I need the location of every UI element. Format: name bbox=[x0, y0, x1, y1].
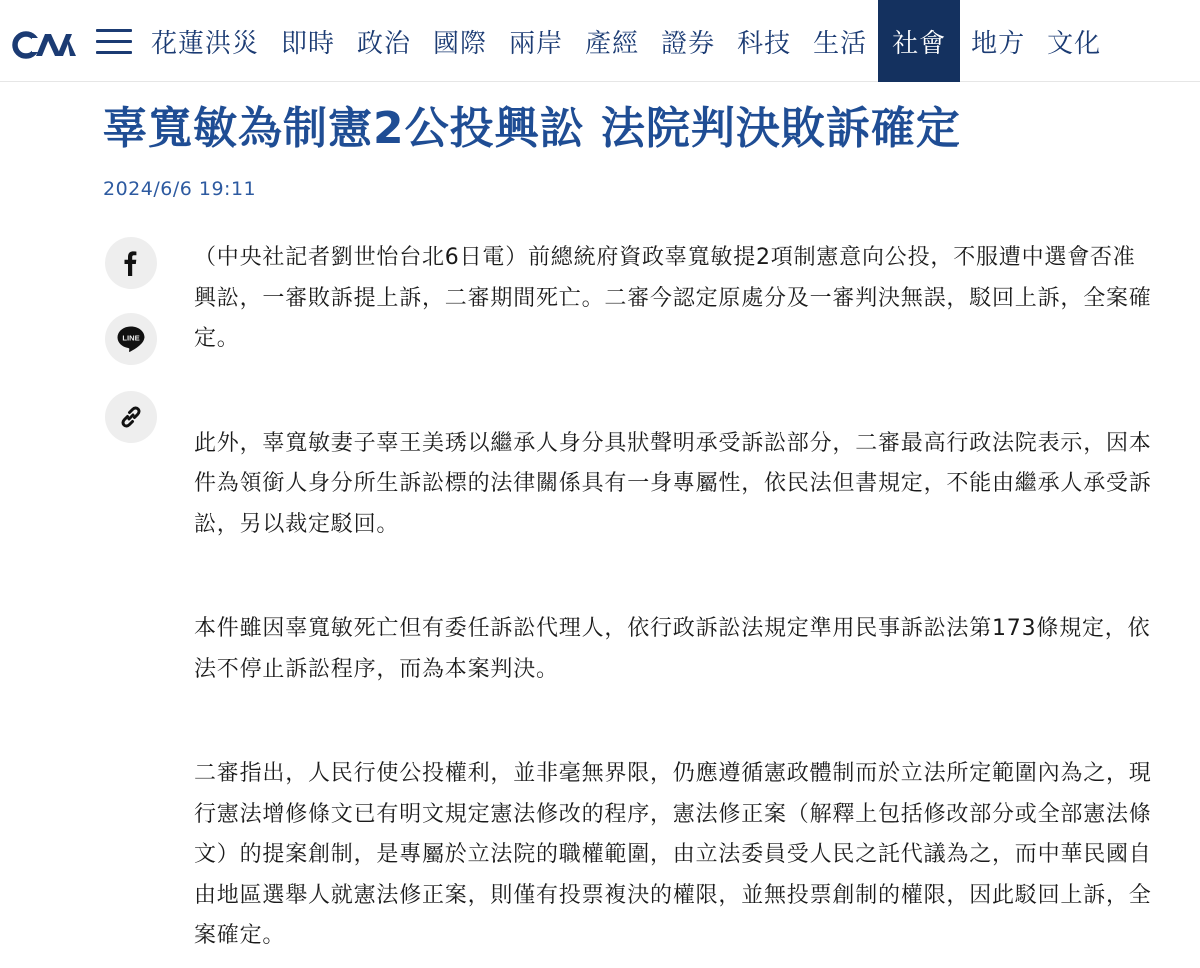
nav-item-international[interactable]: 國際 bbox=[433, 28, 488, 59]
article-paragraph: 此外，辜寬敏妻子辜王美琇以繼承人身分具狀聲明承受訴訟部分，二審最高行政法院表示，因本件為領銜人身分所生訴訟標的法律關係具有一身專屬性，依民法但書規定，不能由繼承人承受訴訟，另以裁定駁回。 bbox=[194, 430, 1152, 537]
top-navigation bbox=[0, 0, 1200, 82]
cna-logo[interactable] bbox=[12, 28, 78, 60]
svg-text:LINE: LINE bbox=[122, 333, 140, 343]
nav-item-breaking[interactable]: 即時 bbox=[281, 28, 336, 59]
nav-item-stocks[interactable]: 證券 bbox=[661, 28, 716, 59]
nav-item-lifestyle[interactable]: 生活 bbox=[813, 28, 868, 59]
article-paragraph: 本件雖因辜寬敏死亡但有委任訴訟代理人，依行政訴訟法規定準用民事訴訟法第173條規定，依法不停止訴訟程序，而為本案判決。 bbox=[194, 616, 1151, 682]
nav-item-hualien-flood[interactable]: 花蓮洪災 bbox=[151, 28, 260, 59]
nav-item-technology[interactable]: 科技 bbox=[737, 28, 792, 59]
nav-item-society[interactable]: 社會 bbox=[878, 0, 960, 82]
nav-item-culture[interactable]: 文化 bbox=[1047, 28, 1102, 59]
article-paragraph: （中央社記者劉世怡台北6日電）前總統府資政辜寬敏提2項制憲意向公投，不服遭中選會否准興訟，一審敗訴提上訴，二審期間死亡。二審今認定原處分及一審判決無誤，駁回上訴，全案確定。 bbox=[194, 245, 1152, 351]
article-paragraph: 二審指出，人民行使公投權利，並非毫無界限，仍應遵循憲政體制而於立法所定範圍內為之，現行憲法增修條文已有明文規定憲法修改的程序，憲法修正案（解釋上包括修改部分或全部憲法條文）的提案創制，是專屬於立法院的職權範圍，由立法委員受人民之託代議為之，而中華民國自由地區選舉人就憲法修正案，則僅有投票複決的權限，並無投票創制的權限，因此駁回上訴，全案確定。 bbox=[194, 761, 1152, 948]
facebook-icon bbox=[120, 250, 142, 276]
article-title: 辜寬敏為制憲2公投興訟 法院判決敗訴確定 bbox=[103, 103, 961, 154]
share-line-button[interactable] bbox=[105, 313, 157, 365]
link-icon bbox=[118, 404, 144, 430]
share-facebook-button[interactable] bbox=[105, 237, 157, 289]
article-date: 2024/6/6 19:11 bbox=[103, 178, 257, 200]
nav-item-politics[interactable]: 政治 bbox=[357, 28, 412, 59]
nav-item-business[interactable]: 產經 bbox=[585, 28, 640, 59]
copy-link-button[interactable] bbox=[105, 391, 157, 443]
article-body bbox=[194, 238, 1154, 957]
nav-item-cross-strait[interactable]: 兩岸 bbox=[509, 28, 564, 59]
hamburger-menu-icon[interactable] bbox=[96, 27, 134, 57]
category-nav bbox=[140, 0, 1112, 82]
line-icon bbox=[116, 325, 146, 353]
nav-item-local[interactable]: 地方 bbox=[971, 28, 1026, 59]
